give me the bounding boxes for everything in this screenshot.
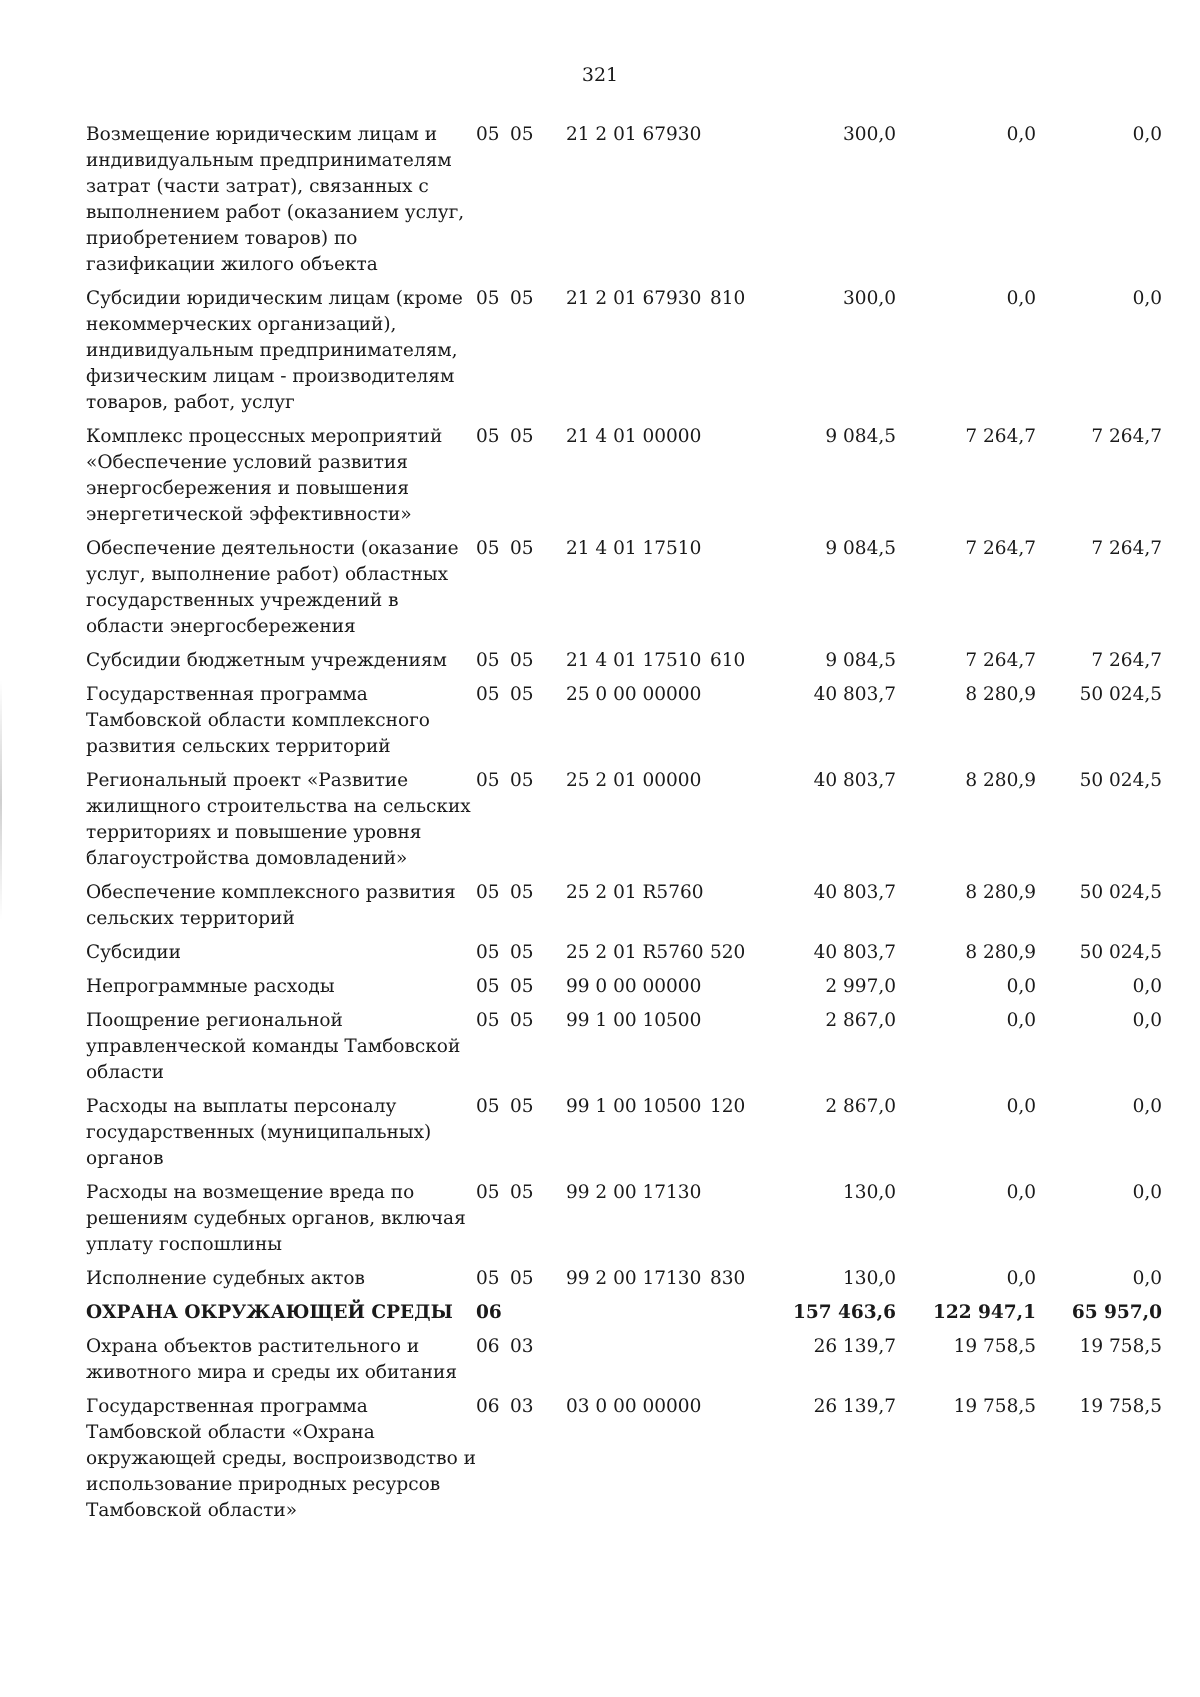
expense-type-code — [710, 1300, 770, 1334]
row-name: ОХРАНА ОКРУЖАЮЩЕЙ СРЕДЫ — [86, 1302, 453, 1323]
row-name: Субсидии — [86, 942, 181, 963]
amount-year-2: 0,0 — [1006, 1096, 1036, 1117]
row-name: Государственная программа Тамбовской области комплексного развития сельских территорий — [86, 684, 430, 757]
table-row — [86, 122, 1162, 286]
table-row — [86, 1334, 1162, 1394]
expense-type-code — [710, 1008, 770, 1094]
expense-type-code — [710, 536, 770, 648]
amount-year-2: 7 264,7 — [965, 426, 1036, 447]
table-row — [86, 1266, 1162, 1300]
section-code: 06 — [476, 1302, 502, 1323]
target-article-code: 25 2 01 R5760 — [566, 942, 704, 963]
section-code: 05 — [476, 650, 500, 671]
amount-year-2: 8 280,9 — [965, 684, 1036, 705]
subsection-code: 05 — [510, 538, 534, 559]
section-code: 05 — [476, 882, 500, 903]
amount-year-2: 0,0 — [1006, 124, 1036, 145]
table-row — [86, 1300, 1162, 1334]
subsection-code: 05 — [510, 426, 534, 447]
table-row — [86, 1180, 1162, 1266]
amount-year-1: 2 867,0 — [825, 1010, 896, 1031]
table-row — [86, 536, 1162, 648]
target-article-code — [566, 1300, 710, 1334]
target-article-code: 21 2 01 67930 — [566, 288, 702, 309]
amount-year-3: 50 024,5 — [1079, 942, 1162, 963]
row-name: Расходы на возмещение вреда по решениям судебных органов, включая уплату госпошлины — [86, 1182, 466, 1255]
expense-type-code: 830 — [710, 1268, 746, 1289]
section-code: 05 — [476, 976, 500, 997]
subsection-code: 05 — [510, 882, 534, 903]
amount-year-3: 0,0 — [1132, 1096, 1162, 1117]
amount-year-2: 0,0 — [1006, 1182, 1036, 1203]
section-code: 05 — [476, 942, 500, 963]
target-article-code — [566, 1334, 710, 1394]
subsection-code: 05 — [510, 1182, 534, 1203]
amount-year-2: 8 280,9 — [965, 882, 1036, 903]
target-article-code: 99 1 00 10500 — [566, 1096, 702, 1117]
row-name: Субсидии юридическим лицам (кроме некоммерческих организаций), индивидуальным предпринимателям, физическим лицам - производителям товаров, работ, услуг — [86, 288, 463, 413]
table-row — [86, 974, 1162, 1008]
row-name: Региональный проект «Развитие жилищного строительства на сельских территориях и повышение уровня благоустройства домовладений» — [86, 770, 471, 869]
section-code: 06 — [476, 1336, 500, 1357]
expense-type-code — [710, 424, 770, 536]
amount-year-2: 0,0 — [1006, 1268, 1036, 1289]
table-row — [86, 648, 1162, 682]
table-row — [86, 1094, 1162, 1180]
expense-type-code — [710, 768, 770, 880]
scan-edge-mark — [0, 680, 2, 920]
expense-type-code — [710, 974, 770, 1008]
target-article-code: 25 0 00 00000 — [566, 684, 702, 705]
subsection-code — [510, 1300, 566, 1334]
table-row — [86, 682, 1162, 768]
table-row — [86, 880, 1162, 940]
expense-type-code: 120 — [710, 1096, 746, 1117]
row-name: Непрограммные расходы — [86, 976, 335, 997]
expense-type-code — [710, 1394, 770, 1532]
amount-year-3: 7 264,7 — [1091, 426, 1162, 447]
amount-year-1: 9 084,5 — [825, 650, 896, 671]
expense-type-code — [710, 682, 770, 768]
row-name: Государственная программа Тамбовской области «Охрана окружающей среды, воспроизводство и использование природных ресурсов Тамбовской области» — [86, 1396, 476, 1521]
subsection-code: 05 — [510, 684, 534, 705]
expense-type-code: 810 — [710, 288, 746, 309]
section-code: 05 — [476, 1182, 500, 1203]
amount-year-1: 40 803,7 — [813, 684, 896, 705]
subsection-code: 05 — [510, 1010, 534, 1031]
row-name: Охрана объектов растительного и животного мира и среды их обитания — [86, 1336, 457, 1383]
subsection-code: 05 — [510, 942, 534, 963]
amount-year-2: 0,0 — [1006, 1010, 1036, 1031]
amount-year-1: 40 803,7 — [813, 770, 896, 791]
amount-year-2: 8 280,9 — [965, 942, 1036, 963]
target-article-code: 25 2 01 R5760 — [566, 882, 704, 903]
row-name: Комплекс процессных мероприятий «Обеспечение условий развития энергосбережения и повышения энергетической эффективности» — [86, 426, 443, 525]
target-article-code: 21 4 01 00000 — [566, 426, 702, 447]
amount-year-3: 0,0 — [1132, 288, 1162, 309]
amount-year-2: 19 758,5 — [953, 1396, 1036, 1417]
expense-type-code — [710, 1334, 770, 1394]
target-article-code: 21 4 01 17510 — [566, 538, 702, 559]
table-row — [86, 768, 1162, 880]
target-article-code: 99 2 00 17130 — [566, 1182, 702, 1203]
table-row — [86, 286, 1162, 424]
section-code: 05 — [476, 124, 500, 145]
amount-year-3: 0,0 — [1132, 1010, 1162, 1031]
amount-year-3: 0,0 — [1132, 1268, 1162, 1289]
row-name: Обеспечение комплексного развития сельских территорий — [86, 882, 456, 929]
amount-year-3: 0,0 — [1132, 124, 1162, 145]
amount-year-3: 7 264,7 — [1091, 650, 1162, 671]
amount-year-1: 40 803,7 — [813, 942, 896, 963]
amount-year-1: 40 803,7 — [813, 882, 896, 903]
section-code: 05 — [476, 538, 500, 559]
target-article-code: 21 2 01 67930 — [566, 124, 702, 145]
table-row — [86, 1394, 1162, 1532]
table-row — [86, 1008, 1162, 1094]
section-code: 05 — [476, 684, 500, 705]
expense-type-code — [710, 1180, 770, 1266]
amount-year-3: 19 758,5 — [1079, 1396, 1162, 1417]
section-code: 05 — [476, 1096, 500, 1117]
table-row — [86, 940, 1162, 974]
row-name: Поощрение региональной управленческой команды Тамбовской области — [86, 1010, 461, 1083]
section-code: 05 — [476, 288, 500, 309]
amount-year-2: 8 280,9 — [965, 770, 1036, 791]
row-name: Исполнение судебных актов — [86, 1268, 365, 1289]
section-code: 05 — [476, 426, 500, 447]
amount-year-3: 0,0 — [1132, 976, 1162, 997]
amount-year-1: 26 139,7 — [813, 1336, 896, 1357]
amount-year-2: 0,0 — [1006, 288, 1036, 309]
target-article-code: 25 2 01 00000 — [566, 770, 702, 791]
row-name: Возмещение юридическим лицам и индивидуальным предпринимателям затрат (части затрат), связанных с выполнением работ (оказанием услуг, приобретением товаров) по газификации жилого объекта — [86, 124, 465, 275]
amount-year-1: 9 084,5 — [825, 426, 896, 447]
row-name: Субсидии бюджетным учреждениям — [86, 650, 447, 671]
amount-year-3: 7 264,7 — [1091, 538, 1162, 559]
amount-year-1: 26 139,7 — [813, 1396, 896, 1417]
page-number: 321 — [581, 64, 619, 86]
expense-type-code — [710, 880, 770, 940]
expense-type-code: 610 — [710, 650, 746, 671]
amount-year-3: 50 024,5 — [1079, 770, 1162, 791]
target-article-code: 99 1 00 10500 — [566, 1010, 702, 1031]
subsection-code: 05 — [510, 1096, 534, 1117]
amount-year-3: 65 957,0 — [1071, 1302, 1162, 1323]
section-code: 05 — [476, 1268, 500, 1289]
expense-type-code: 520 — [710, 942, 746, 963]
row-name: Обеспечение деятельности (оказание услуг, выполнение работ) областных государственных учреждений в области энергосбережения — [86, 538, 459, 637]
amount-year-1: 300,0 — [843, 288, 896, 309]
amount-year-3: 50 024,5 — [1079, 684, 1162, 705]
amount-year-3: 19 758,5 — [1079, 1336, 1162, 1357]
amount-year-1: 130,0 — [843, 1268, 896, 1289]
target-article-code: 99 0 00 00000 — [566, 976, 702, 997]
section-code: 06 — [476, 1396, 500, 1417]
amount-year-1: 9 084,5 — [825, 538, 896, 559]
amount-year-3: 0,0 — [1132, 1182, 1162, 1203]
section-code: 05 — [476, 1010, 500, 1031]
amount-year-1: 2 997,0 — [825, 976, 896, 997]
subsection-code: 03 — [510, 1396, 534, 1417]
table-row — [86, 424, 1162, 536]
amount-year-1: 157 463,6 — [793, 1302, 896, 1323]
target-article-code: 99 2 00 17130 — [566, 1268, 702, 1289]
amount-year-2: 122 947,1 — [933, 1302, 1036, 1323]
amount-year-2: 7 264,7 — [965, 538, 1036, 559]
amount-year-1: 300,0 — [843, 124, 896, 145]
subsection-code: 05 — [510, 976, 534, 997]
amount-year-3: 50 024,5 — [1079, 882, 1162, 903]
amount-year-1: 130,0 — [843, 1182, 896, 1203]
target-article-code: 21 4 01 17510 — [566, 650, 702, 671]
subsection-code: 05 — [510, 288, 534, 309]
subsection-code: 05 — [510, 650, 534, 671]
section-code: 05 — [476, 770, 500, 791]
target-article-code: 03 0 00 00000 — [566, 1396, 702, 1417]
amount-year-1: 2 867,0 — [825, 1096, 896, 1117]
expense-type-code — [710, 122, 770, 286]
amount-year-2: 7 264,7 — [965, 650, 1036, 671]
subsection-code: 05 — [510, 770, 534, 791]
subsection-code: 03 — [510, 1336, 534, 1357]
row-name: Расходы на выплаты персоналу государственных (муниципальных) органов — [86, 1096, 432, 1169]
budget-table — [86, 122, 1162, 1532]
budget-table-body — [86, 122, 1162, 1532]
subsection-code: 05 — [510, 124, 534, 145]
amount-year-2: 19 758,5 — [953, 1336, 1036, 1357]
subsection-code: 05 — [510, 1268, 534, 1289]
amount-year-2: 0,0 — [1006, 976, 1036, 997]
